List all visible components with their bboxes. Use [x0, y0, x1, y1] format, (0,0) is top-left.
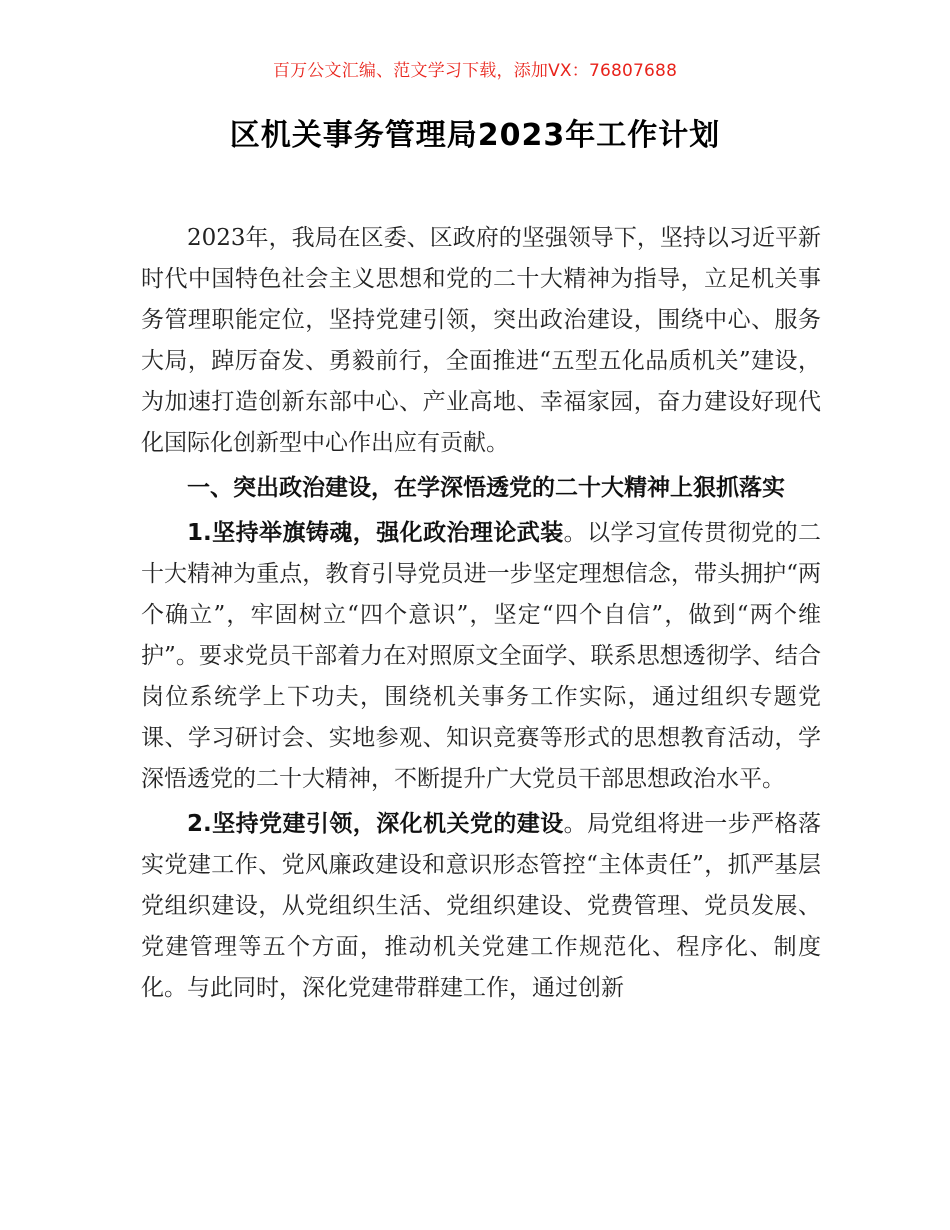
watermark-banner: 百万公文汇编、范文学习下载，添加VX：76807688	[272, 61, 678, 81]
section-heading: 一、突出政治建设，在学深悟透党的二十大精神上狠抓落实	[187, 475, 785, 501]
item-text-2: 。局党组将进一步严格落实党建工作、党风廉政建设和意识形态管控“主体责任”，抓严基层党组织建设，从党组织生活、党组织建设、党费管理、党员发展、党建管理等五个方面，推动机关党建工作规范化、程序化、制度化。与此同时，深化党建带群建工作，通过创新	[141, 811, 821, 1001]
page-title: 区机关事务管理局2023年工作计划	[229, 118, 721, 153]
document-body	[141, 218, 821, 1013]
item-paragraph-1	[141, 513, 821, 800]
intro-paragraph: 2023年，我局在区委、区政府的坚强领导下，坚持以习近平新时代中国特色社会主义思想和党的二十大精神为指导，立足机关事务管理职能定位，坚持党建引领，突出政治建设，围绕中心、服务大局，踔厉奋发、勇毅前行，全面推进“五型五化品质机关”建设，为加速打造创新东部中心、产业高地、幸福家园，奋力建设好现代化国际化创新型中心作出应有贡献。	[141, 225, 821, 456]
item-paragraph-2	[141, 804, 821, 1009]
item-lead-2: 2.坚持党建引领，深化机关党的建设	[187, 811, 564, 837]
item-lead-1: 1.坚持举旗铸魂，强化政治理论武装	[187, 520, 564, 546]
item-text-1: 。以学习宣传贯彻党的二十大精神为重点，教育引导党员进一步坚定理想信念，带头拥护“两个确立”，牢固树立“四个意识”，坚定“四个自信”，做到“两个维护”。要求党员干部着力在对照原文全面学、联系思想透彻学、结合岗位系统学上下功夫，围绕机关事务工作实际，通过组织专题党课、学习研讨会、实地参观、知识竞赛等形式的思想教育活动，学深悟透党的二十大精神，不断提升广大党员干部思想政治水平。	[141, 520, 821, 792]
